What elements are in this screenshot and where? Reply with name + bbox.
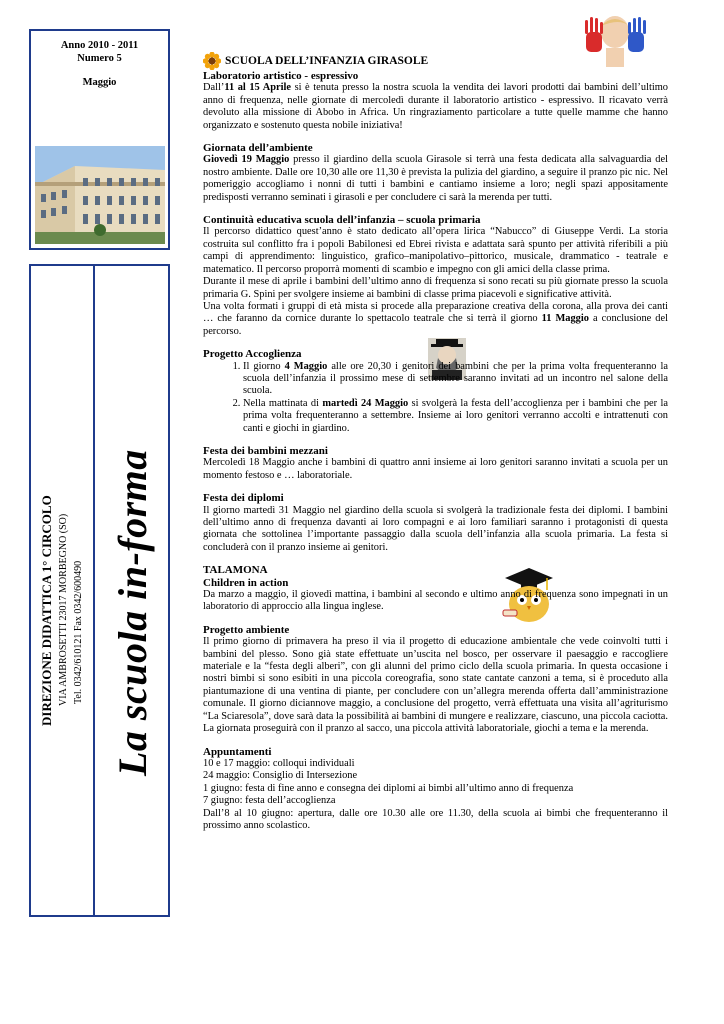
section-mezzani (203, 445, 668, 482)
list-item: 1. Il giorno 4 Maggio alle ore 20,30 i genitori dei bambini che per la prima volta frequenteranno la scuola dell’infanzia il prossimo mese di settembre saranno invitati ad un incontro nel salone della scuola. (243, 361, 668, 398)
section-title: Laboratorio artistico - espressivo (203, 70, 359, 82)
section-text: Da marzo a maggio, il giovedì mattina, i bambini al secondo e ultimo anno di frequenza sono impegnati in un laboratorio di approccio alla lingua inglese. (203, 589, 668, 613)
section-text: Il primo giorno di primavera ha preso il via il progetto di educazione ambientale che vede coinvolti tutti i bambini del plesso. Sono già state effettuate un’uscita nel bosco, per osservare il paesaggio e raccogliere materiale e la “festa degli alberi”, con gli alunni del primo ciclo della scuola primaria. In questa occasione i nostri bimbi si sono esibiti in una piccola coreografia, sono state cantate canzoni a tema, si è proceduto alla piantumazione di una ventina di piante, per concludere con un’allegra merenda offerta dall’amministrazione comunale. Il giorno diciannove maggio, a conclusione del progetto, verrà effettuata una visita all’agriturismo “La Sciaresola”, dove sarà data la possibilità ai bambini di mungere e realizzare, ciascuno, una piccola caciotta. La giornata proseguirà con il pranzo al sacco, una piccola attività laboratoriale, giochi a tema e la merenda. (203, 636, 668, 735)
issue-info (31, 31, 168, 89)
section-continuita (203, 214, 668, 338)
section-title: Festa dei bambini mezzani (203, 444, 328, 457)
section-title: TALAMONA (203, 564, 268, 577)
direction-label: DIREZIONE DIDATTICA 1° CIRCOLO (39, 495, 54, 726)
section-appuntamenti (203, 746, 668, 833)
address-label: VIA AMBROSETTI 23017 MORBEGNO (SO) (58, 513, 69, 706)
school-header (203, 52, 668, 70)
issue-number: Numero 5 (77, 53, 122, 64)
issue-month: Maggio (82, 77, 117, 88)
list-item: 7 giugno: festa dell’accoglienza (203, 795, 336, 807)
section-title: Progetto ambiente (203, 623, 290, 636)
phone-label: Tel. 0342/610121 Fax 0342/600490 (73, 560, 84, 704)
section-title: Giornata dell’ambiente (203, 142, 313, 155)
section-text: Una volta formati i gruppi di età mista si procede alla preparazione creativa della corona, alla prova dei canti … che faranno da cornice durante lo spettacolo teatrale che si terrà il giorno 11 Maggio a conclusione del percorso. (203, 300, 668, 337)
list-item: 24 maggio: Consiglio di Intersezione (203, 770, 358, 782)
issue-year: Anno 2010 - 2011 (60, 40, 139, 51)
section-title: Appuntamenti (203, 745, 272, 758)
issue-box (29, 29, 170, 250)
section-laboratorio (203, 70, 668, 132)
section-text: Dall’11 al 15 Aprile si è tenuta presso la nostra scuola la vendita dei lavori prodotti dai bambini dell’ultimo anno di frequenza, nelle giornate di mercoledì durante il laboratorio artistico - espressivo. Il ricavato verrà devoluto alla missione di Abobo in Africa. Un ringraziamento particolare a tutte quelle mamme che hanno organizzato e sostenuto questa nobile iniziativa! (203, 82, 669, 131)
section-title: Continuità educativa scuola dell’infanzia – scuola primaria (203, 214, 481, 227)
list-item: 2. Nella mattinata di martedì 24 Maggio si svolgerà la festa dell’accoglienza per i bambini che per la prima volta frequenteranno a settembre. Insieme ai loro genitori verranno accolti e intrattenuti con canti e giochi in giardino. (243, 398, 668, 435)
newsletter-title: La scuola in-forma (110, 449, 155, 776)
section-subtitle: Children in action (203, 576, 289, 589)
section-talamona (203, 564, 668, 614)
accoglienza-list (203, 361, 668, 435)
school-building-photo (35, 146, 165, 244)
main-content (203, 52, 668, 832)
section-text: Il percorso didattico quest’anno è stato dedicato all’opera lirica “Nabucco” di Giuseppe Verdi. La storia costruita sul conflitto fra i popoli Babilonesi ed Ebrei rivista e adattata sarà spunto per attività riferibili a più campi di apprendimento: linguistico, grafico–manipolativo–pittorico, musicale, drammatico - teatrale e matematico. Il percorso proporrà momenti di scambio e impegno con gli amici della classe prima. (203, 226, 668, 275)
section-progetto-ambiente (203, 624, 668, 736)
section-text: Durante il mese di aprile i bambini dell’ultimo anno di frequenza si sono recati su più giornate presso la scuola primaria G. Spini per svolgere insieme ai bambini di classe prima piacevoli e significative attività. (203, 276, 668, 300)
list-item: 10 e 17 maggio: colloqui individuali (203, 757, 355, 769)
section-text: Il giorno martedì 31 Maggio nel giardino della scuola si svolgerà la tradizionale festa dei diplomi. I bambini dell’ultimo anno di frequenza davanti ai loro compagni e ai loro familiari saranno i protagonisti di questa giornata che sottolinea l’importante passaggio dalla scuola dell’infanzia alla scuola primaria. La festa si concluderà con il pranzo insieme ai genitori. (203, 504, 668, 553)
section-title: Festa dei diplomi (203, 492, 284, 505)
section-accoglienza (203, 348, 668, 435)
section-title: Progetto Accoglienza (203, 348, 302, 361)
section-text: Mercoledì 18 Maggio anche i bambini di quattro anni insieme ai loro genitori saranno invitati a scuola per un momento festoso e … laboratoriale. (203, 457, 668, 481)
section-text: Giovedì 19 Maggio presso il giardino della scuola Girasole si terrà una festa dedicata alla salvaguardia del nostro ambiente. Dalle ore 10,30 alle ore 11,30 è prevista la pulizia del giardino, a seguire il pranzo pic nic. Nel pomeriggio accogliamo i nonni di tutti i bambini e cantiamo insieme a loro; negli spazi appositamente predisposti verranno seminati i girasoli e per concludere ci sarà la merenda per tutti. (203, 154, 668, 203)
section-giornata-ambiente (203, 142, 668, 204)
school-name: SCUOLA DELL’INFANZIA GIRASOLE (225, 54, 429, 67)
section-diplomi (203, 492, 668, 554)
list-item: 1 giugno: festa di fine anno e consegna dei diplomi ai bimbi all’ultimo anno di frequenza (203, 782, 574, 794)
masthead (29, 264, 170, 917)
sunflower-icon (203, 52, 221, 70)
list-item: Dall’8 al 10 giugno: apertura, dalle ore 10.30 alle ore 11.30, della scuola ai bimbi che frequenteranno il prossimo anno scolastico. (203, 807, 668, 831)
